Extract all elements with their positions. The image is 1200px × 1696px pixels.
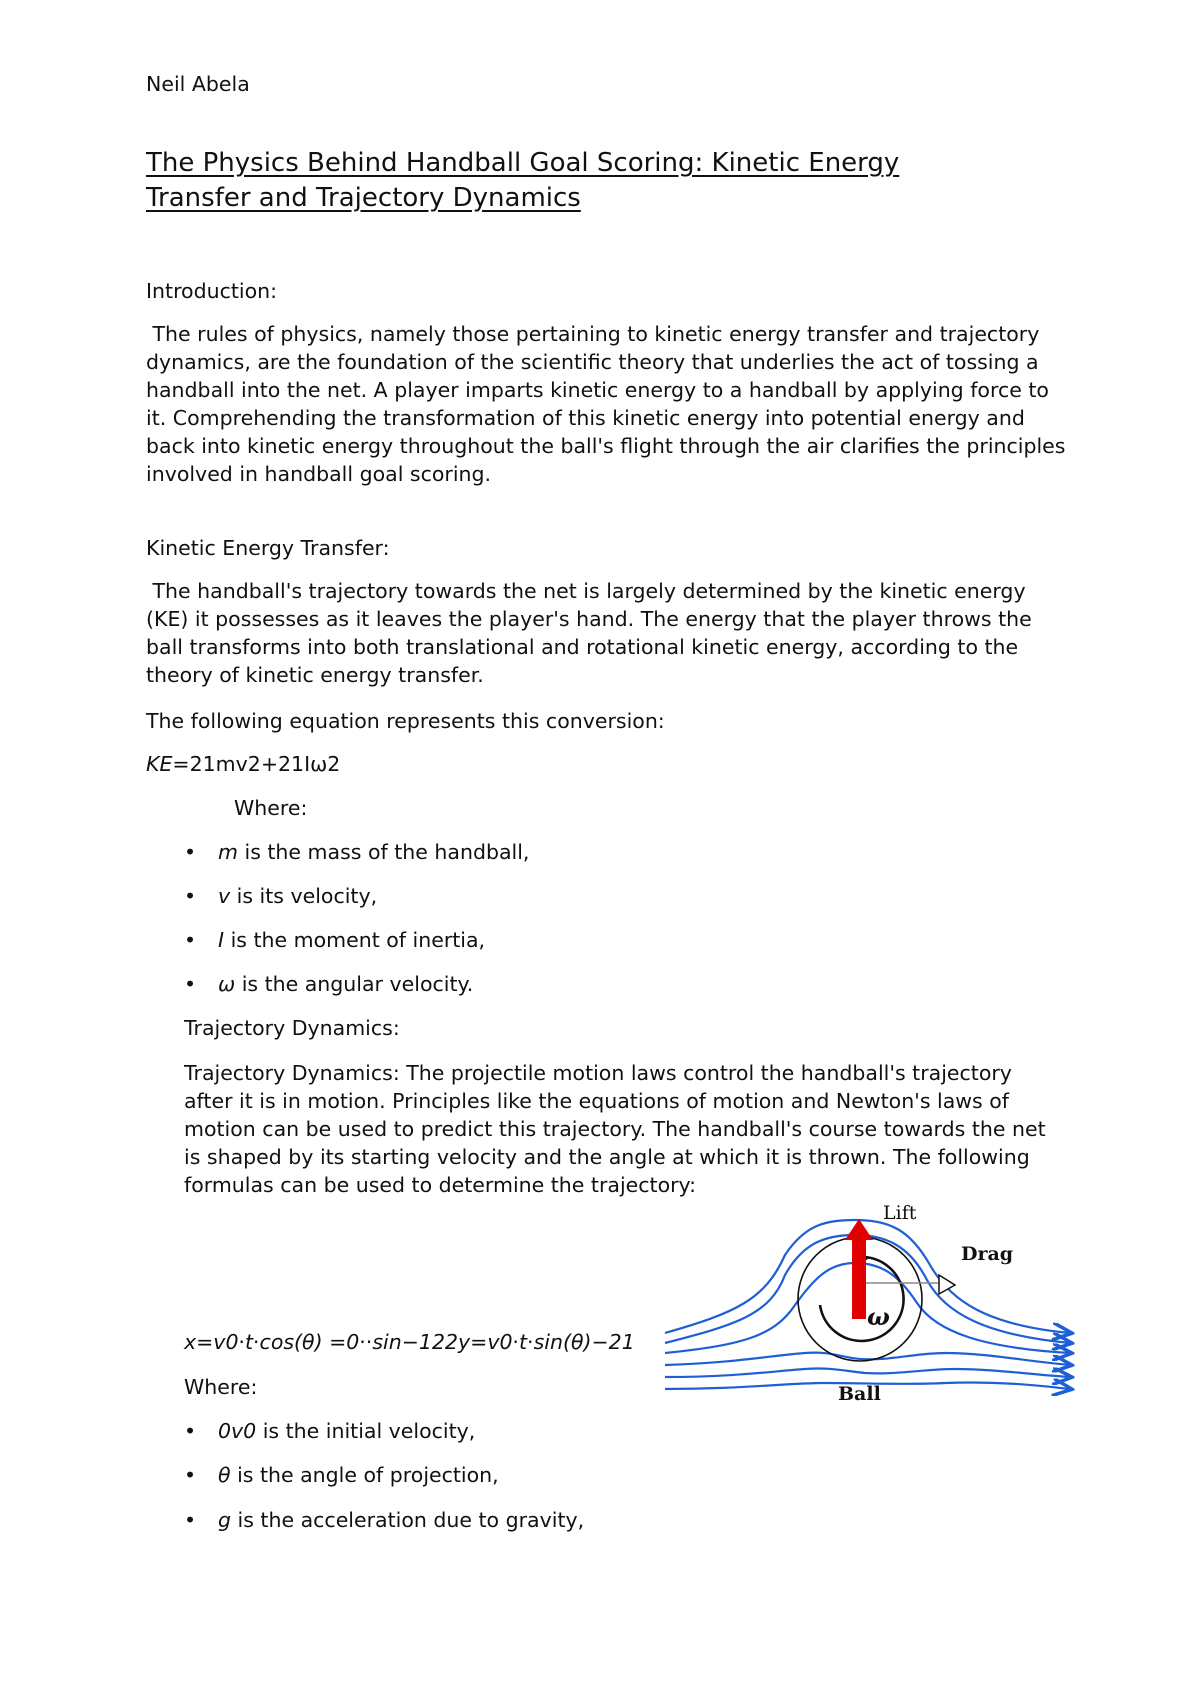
traj-where-label: Where: bbox=[184, 1375, 258, 1399]
ke-equation-var: KE bbox=[146, 752, 173, 776]
bullet-dot: • bbox=[184, 1508, 197, 1532]
bullet-dot: • bbox=[184, 884, 197, 908]
bullet-symbol: 0v0 bbox=[218, 1419, 257, 1443]
bullet-symbol: v bbox=[218, 884, 231, 908]
bullet-symbol: I bbox=[218, 928, 225, 952]
author-name: Neil Abela bbox=[146, 72, 250, 96]
drag-arrowhead bbox=[939, 1275, 955, 1294]
lift-arrowhead bbox=[845, 1219, 873, 1240]
bullet-symbol: ω bbox=[218, 972, 236, 996]
bullet-dot: • bbox=[184, 972, 197, 996]
traj-paragraph: Trajectory Dynamics: The projectile motion laws control the handball's trajectory after it is in motion. Principles like the equations of motion and Newton's laws of motion can be used to predict this trajectory. The handball's course towards the net is shaped by its starting velocity and the angle at which it is thrown. The following formulas can be used to determine the trajectory: bbox=[184, 1061, 1046, 1197]
drag-label: Drag bbox=[961, 1243, 1014, 1265]
flow-line bbox=[665, 1368, 1070, 1377]
trajectory-formula: x=v0⋅t⋅cos(θ) =0⋅⋅sin−122y=v0⋅t⋅sin(θ)−21 bbox=[184, 1330, 635, 1354]
bullet-text: is the initial velocity, bbox=[256, 1419, 476, 1443]
bullet-text: is the angular velocity. bbox=[235, 972, 474, 996]
intro-paragraph: The rules of physics, namely those pertaining to kinetic energy transfer and trajectory dynamics, are the foundation of the scientific theory that underlies the act of tossing a handball into the net. A player imparts kinetic energy to a handball by applying force to it. Comprehending the transformation of this kinetic energy into potential energy and back into kinetic energy throughout the ball's flight through the air clarifies the principles involved in handball goal scoring. bbox=[146, 322, 1073, 486]
ball-label: Ball bbox=[838, 1383, 881, 1405]
document-title bbox=[146, 146, 899, 216]
equation-intro: The following equation represents this conversion: bbox=[146, 709, 665, 733]
bullet-dot: • bbox=[184, 840, 197, 864]
omega-label: ω bbox=[867, 1302, 890, 1331]
bullet-dot: • bbox=[184, 928, 197, 952]
bullet-text: is the acceleration due to gravity, bbox=[231, 1508, 585, 1532]
ke-equation-rest: =21mv2+21Iω2 bbox=[172, 752, 341, 776]
bullet-text: is the angle of projection, bbox=[230, 1463, 499, 1487]
ke-where-label: Where: bbox=[234, 796, 308, 820]
ke-paragraph: The handball's trajectory towards the net is largely determined by the kinetic energy (KE) it possesses as it leaves the player's hand. The energy that the player throws the ball transforms into both translational and rotational kinetic energy, according to the theory of kinetic energy transfer. bbox=[146, 579, 1039, 687]
bullet-symbol: g bbox=[218, 1508, 232, 1532]
intro-heading: Introduction: bbox=[146, 279, 278, 303]
lift-label: Lift bbox=[883, 1202, 917, 1224]
bullet-symbol: m bbox=[218, 840, 238, 864]
title-line-1: The Physics Behind Handball Goal Scoring: Kinetic Energy bbox=[146, 148, 900, 178]
bullet-text: is the mass of the handball, bbox=[237, 840, 530, 864]
lift-arrow-shaft bbox=[852, 1237, 866, 1319]
bullet-dot: • bbox=[184, 1463, 197, 1487]
ke-heading: Kinetic Energy Transfer: bbox=[146, 536, 390, 560]
bullet-text: is its velocity, bbox=[230, 884, 378, 908]
bullet-dot: • bbox=[184, 1419, 197, 1443]
bullet-text: is the moment of inertia, bbox=[224, 928, 486, 952]
magnus-effect-figure bbox=[655, 1185, 1075, 1410]
traj-heading: Trajectory Dynamics: bbox=[184, 1016, 400, 1040]
flow-line bbox=[665, 1353, 1070, 1365]
title-line-2: Transfer and Trajectory Dynamics bbox=[146, 183, 581, 213]
bullet-symbol: θ bbox=[218, 1463, 231, 1487]
ke-equation bbox=[146, 752, 340, 776]
